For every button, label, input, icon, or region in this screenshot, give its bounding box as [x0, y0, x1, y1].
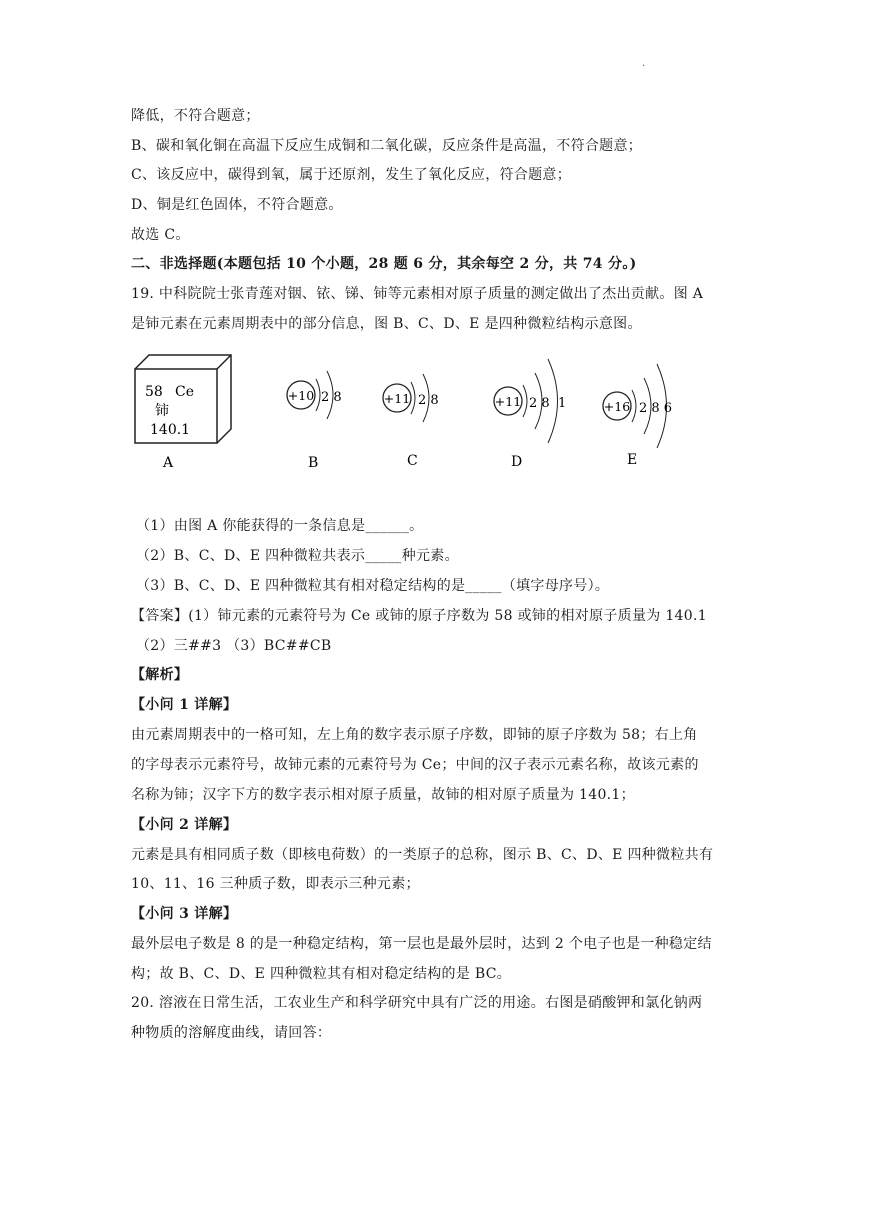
atomic-structure-figure — [125, 345, 705, 480]
detail-text: 名称为铈；汉字下方的数字表示相对原子质量，故铈的相对原子质量为 140.1； — [131, 787, 635, 803]
question-20-line: 20. 溶液在日常生活，工农业生产和科学研究中具有广泛的用途。右图是硝酸钾和氯化钠两 — [131, 995, 703, 1011]
nucleus-charge: +11 — [494, 394, 522, 409]
detail-text: 元素是具有相同质子数（即核电荷数）的一类原子的总称，图示 B、C、D、E 四种微粒共有 — [131, 847, 714, 863]
figure-label-d: D — [511, 454, 523, 470]
text-line: C、该反应中，碳得到氧，属于还原剂，发生了氧化反应，符合题意； — [131, 167, 572, 183]
electron-counts: 2 8 6 — [639, 401, 673, 416]
sub-question-3: （3）B、C、D、E 四种微粒其有相对稳定结构的是_____（填字母序号）。 — [136, 578, 610, 594]
text-line: B、碳和氧化铜在高温下反应生成铜和二氧化碳，反应条件是高温，不符合题意； — [131, 138, 643, 154]
detail-heading-1: 【小问 1 详解】 — [131, 697, 238, 713]
particle-c — [383, 374, 439, 469]
cell-symbol: Ce — [175, 384, 194, 400]
figure-label-c: C — [407, 453, 418, 469]
figure-label-a: A — [163, 455, 174, 471]
electron-counts: 2 8 1 — [529, 396, 567, 411]
electron-counts: 2 8 — [321, 390, 342, 405]
header-mark: . — [642, 58, 646, 69]
detail-text: 10、11、16 三种质子数，即表示三种元素； — [131, 876, 420, 892]
figure-label-e: E — [627, 452, 638, 468]
particle-d — [494, 359, 566, 470]
nucleus-charge: +10 — [287, 388, 315, 403]
text-line: 故选 C。 — [131, 227, 190, 243]
sub-question-1: （1）由图 A 你能获得的一条信息是______。 — [136, 518, 424, 534]
detail-text: 由元素周期表中的一格可知，左上角的数字表示原子序数，即铈的原子序数为 58；右上角 — [131, 727, 698, 743]
text-line: 降低，不符合题意； — [131, 108, 260, 124]
text-line: D、铜是红色固体，不符合题意。 — [131, 197, 343, 213]
sub-question-2: （2）B、C、D、E 四种微粒共表示_____种元素。 — [136, 548, 459, 564]
answer-line: 【答案】(1）铈元素的元素符号为 Ce 或铈的原子序数为 58 或铈的相对原子质量为 140.1 — [131, 608, 707, 624]
detail-text: 构；故 B、C、D、E 四种微粒其有相对稳定结构的是 BC。 — [131, 966, 512, 982]
particle-b — [287, 371, 342, 471]
nucleus-charge: +16 — [603, 399, 631, 414]
detail-heading-3: 【小问 3 详解】 — [131, 906, 238, 922]
particle-e — [603, 364, 672, 468]
detail-text: 的字母表示元素符号，故铈元素的元素符号为 Ce；中间的汉子表示元素名称，故该元素的 — [131, 757, 699, 773]
cell-atomic-number: 58 — [145, 384, 163, 400]
question-20-line: 种物质的溶解度曲线，请回答： — [131, 1025, 332, 1041]
detail-text: 最外层电子数是 8 的是一种稳定结构，第一层也是最外层时，达到 2 个电子也是一种稳定结 — [131, 936, 712, 952]
question-19-line: 是铈元素在元素周期表中的部分信息，图 B、C、D、E 是四种微粒结构示意图。 — [131, 316, 642, 332]
cell-mass: 140.1 — [150, 422, 191, 438]
nucleus-charge: +11 — [383, 391, 411, 406]
periodic-cell-cerium — [135, 355, 231, 471]
detail-heading-2: 【小问 2 详解】 — [131, 817, 238, 833]
question-19-line: 19. 中科院院士张青莲对铟、铱、锑、铈等元素相对原子质量的测定做出了杰出贡献。图 A — [131, 286, 704, 302]
section-title: 二、非选择题(本题包括 10 个小题，28 题 6 分，其余每空 2 分，共 74 分。) — [131, 256, 637, 272]
cell-name: 铈 — [155, 403, 169, 419]
answer-line: （2）三##3 （3）BC##CB — [136, 638, 332, 654]
electron-counts: 2 8 — [418, 393, 439, 408]
figure-label-b: B — [308, 455, 319, 471]
analysis-heading: 【解析】 — [131, 667, 189, 683]
